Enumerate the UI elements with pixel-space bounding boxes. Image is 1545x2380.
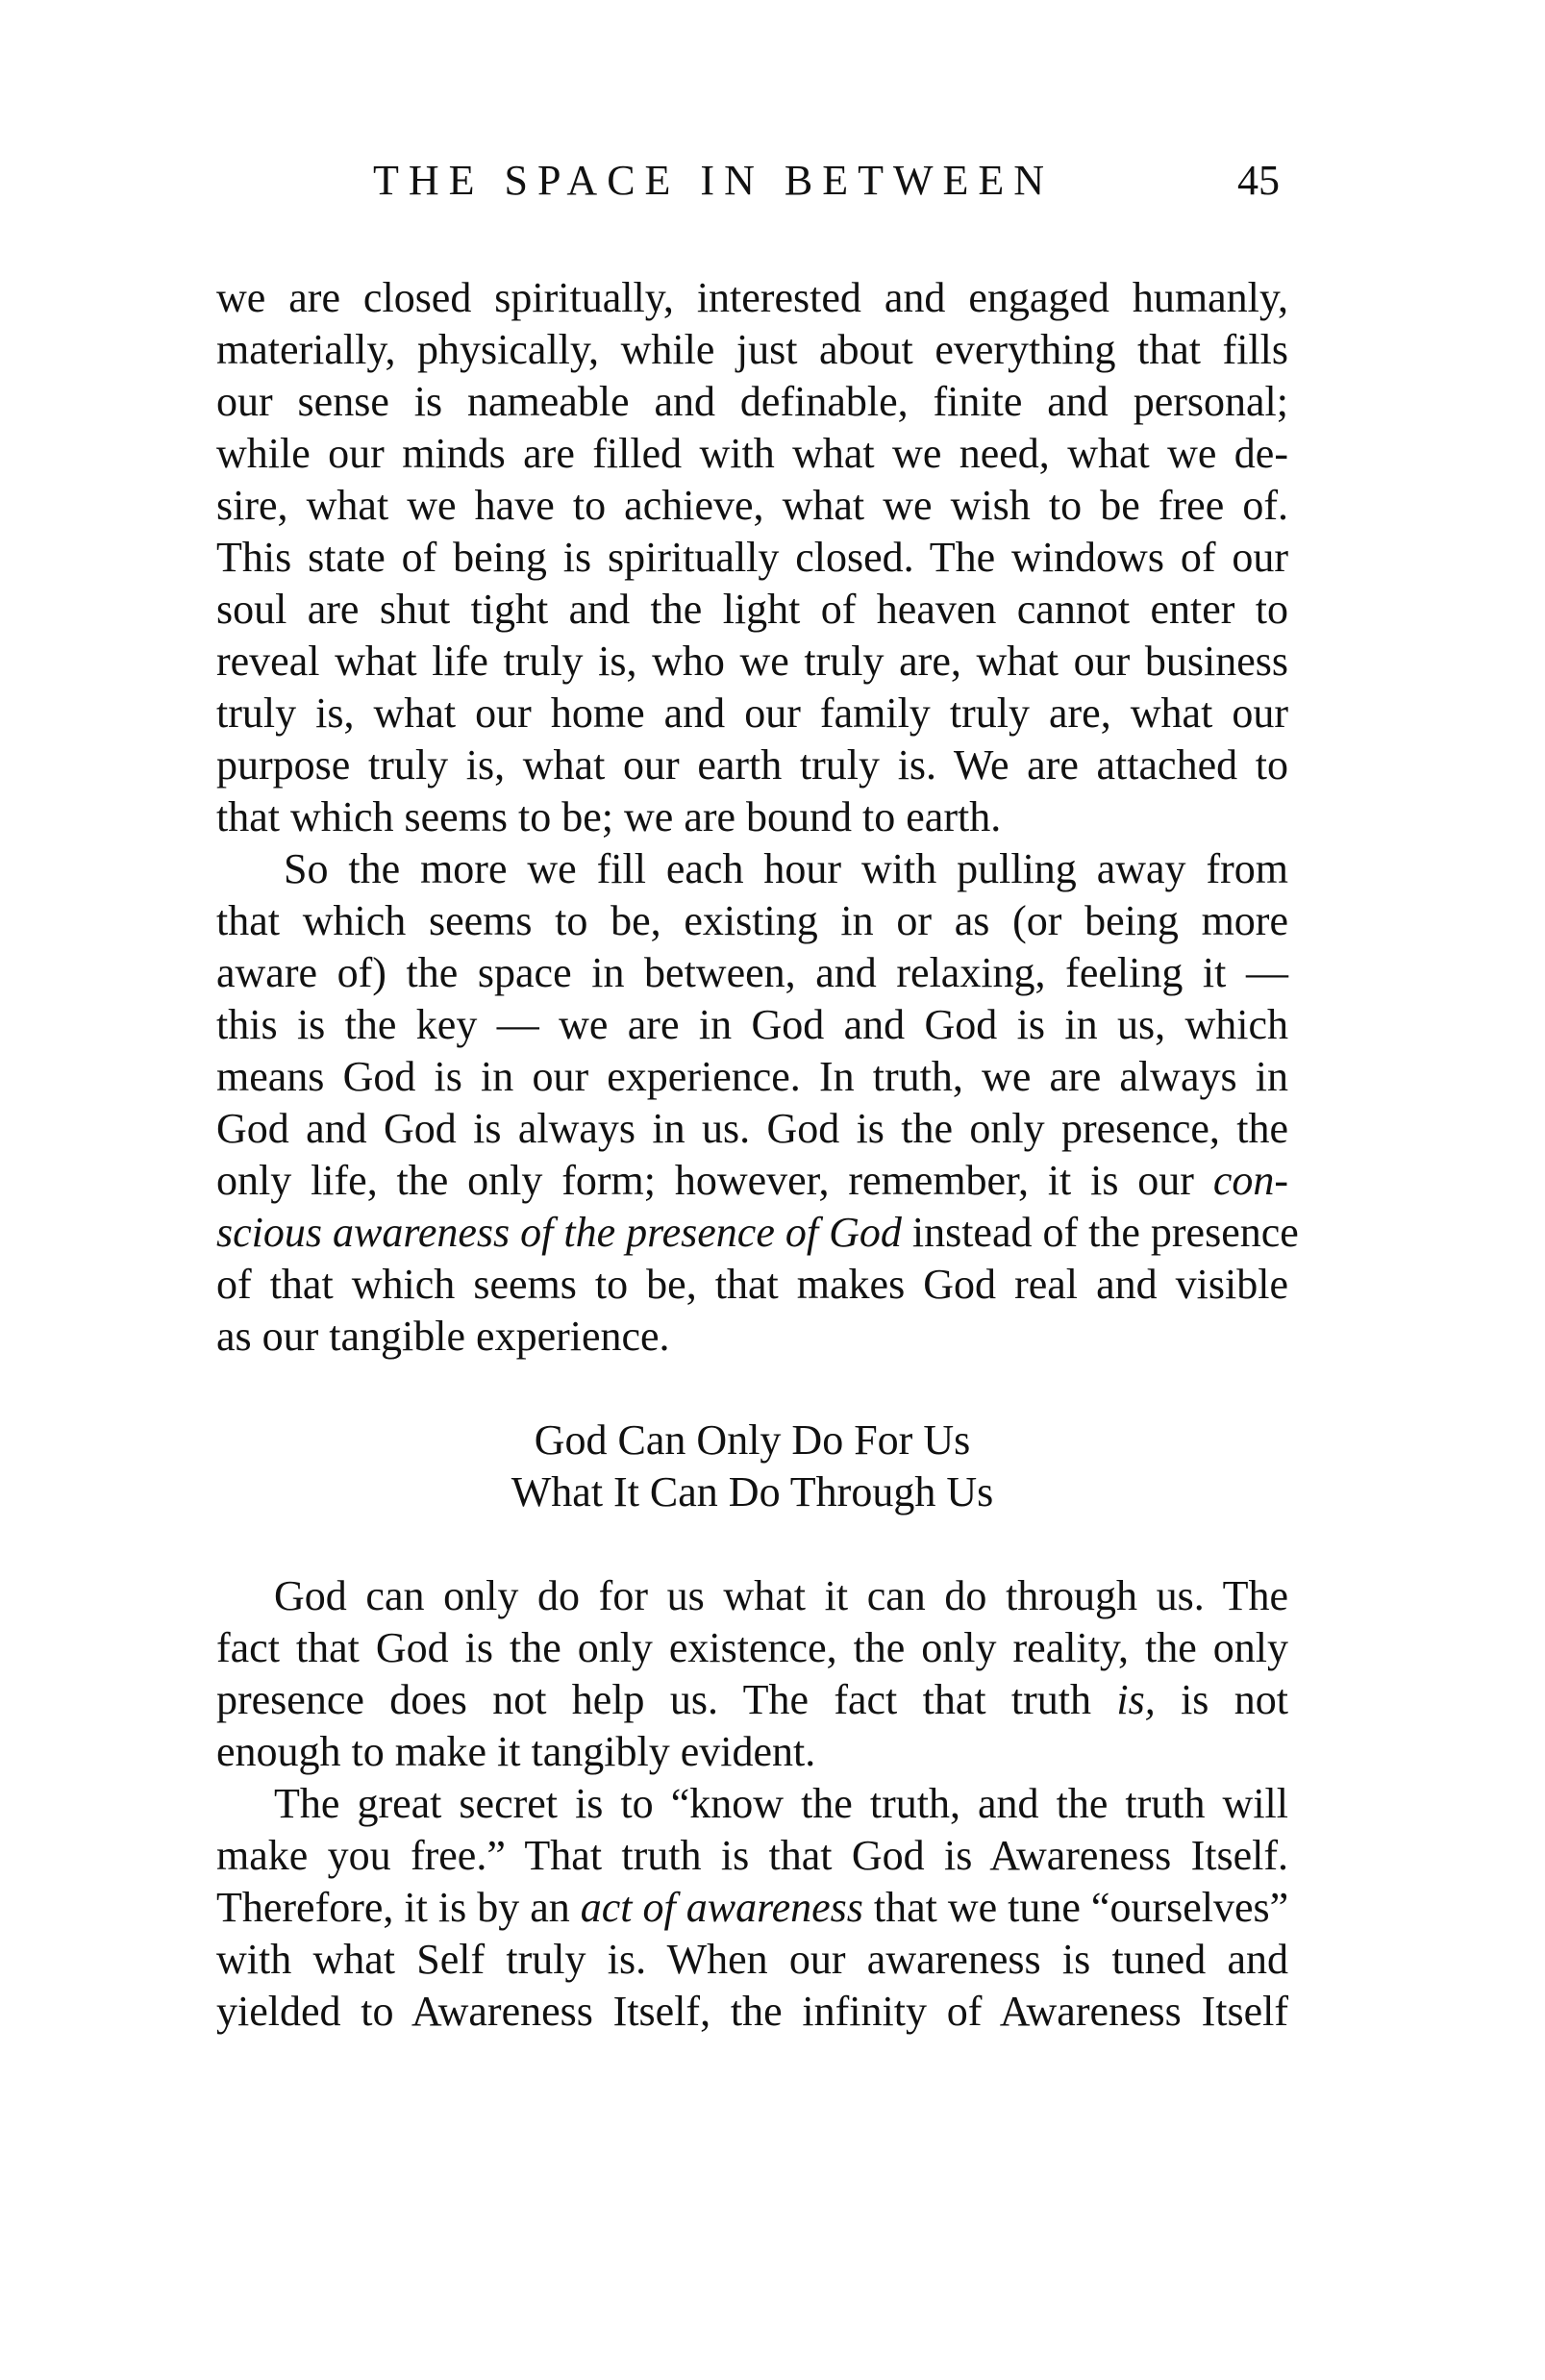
heading-line: God Can Only Do For Us [534,1416,971,1464]
text-line: fact that God is the only existence, the only reality, the only [216,1624,1288,1671]
text-line: that which seems to be; we are bound to earth. [216,793,1002,840]
text-line: we are closed spiritually, interested and engaged humanly, [216,274,1288,321]
text-run: only life, the only form; however, remember, it is our [216,1157,1213,1204]
body-text [216,272,1299,2038]
text-line [216,1882,1288,1934]
spacer [216,1363,1288,1415]
text-run: instead of the presence [901,1209,1299,1256]
paragraph [216,1570,1288,1778]
text-line: materially, physically, while just about everything that fills [216,326,1288,373]
text-line: make you free.” That truth is that God is Awareness Itself. [216,1832,1288,1879]
text-line: means God is in our experience. In truth, we are always in [216,1053,1288,1100]
running-head [365,152,1327,210]
spacer [216,1518,1288,1570]
text-line: soul are shut tight and the light of heaven cannot enter to [216,586,1288,633]
text-run: presence does not help us. The fact that truth [216,1676,1117,1723]
text-line [216,1207,1299,1259]
text-line: that which seems to be, existing in or as (or being more [216,897,1288,944]
italic-text: is, [1116,1676,1156,1723]
text-line: So the more we fill each hour with pulling away from [284,845,1288,892]
text-line: The great secret is to “know the truth, and the truth will [274,1780,1288,1827]
text-line: God can only do for us what it can do through us. The [274,1572,1288,1619]
text-line: This state of being is spiritually closed. The windows of our [216,534,1288,581]
text-line: reveal what life truly is, who we truly are, what our business [216,638,1288,685]
text-run: that we tune “ourselves” [862,1884,1289,1931]
paragraph [216,843,1299,1363]
text-line [216,1155,1288,1207]
text-line [216,1674,1288,1726]
italic-text: con- [1212,1157,1288,1204]
text-line: purpose truly is, what our earth truly is. We are attached to [216,741,1288,789]
text-line: this is the key — we are in God and God is in us, which [216,1001,1288,1048]
text-line: of that which seems to be, that makes God real and visible [216,1261,1288,1308]
running-title: THE SPACE IN BETWEEN [373,157,1055,204]
text-line: aware of) the space in between, and relaxing, feeling it — [216,949,1288,996]
text-line: truly is, what our home and our family truly are, what our [216,689,1288,737]
text-line: with what Self truly is. When our awareness is tuned and [216,1936,1288,1983]
text-line: sire, what we have to achieve, what we wish to be free of. [216,482,1288,529]
italic-text: scious awareness of the presence of God [216,1209,902,1256]
italic-text: act of awareness [580,1884,863,1931]
text-run: Therefore, it is by an [216,1884,581,1931]
text-line: enough to make it tangibly evident. [216,1728,816,1775]
paragraph [216,1778,1288,2038]
text-line: while our minds are filled with what we need, what we de- [216,430,1288,477]
section-heading [216,1415,1288,1518]
page-number: 45 [1237,157,1280,204]
text-line: yielded to Awareness Itself, the infinity of Awareness Itself [216,1988,1288,2035]
text-line: as our tangible experience. [216,1313,670,1360]
text-line: our sense is nameable and definable, finite and personal; [216,378,1288,425]
text-line: God and God is always in us. God is the only presence, the [216,1105,1288,1152]
paragraph [216,272,1288,843]
heading-line: What It Can Do Through Us [511,1468,994,1516]
text-run: is not [1155,1676,1288,1723]
